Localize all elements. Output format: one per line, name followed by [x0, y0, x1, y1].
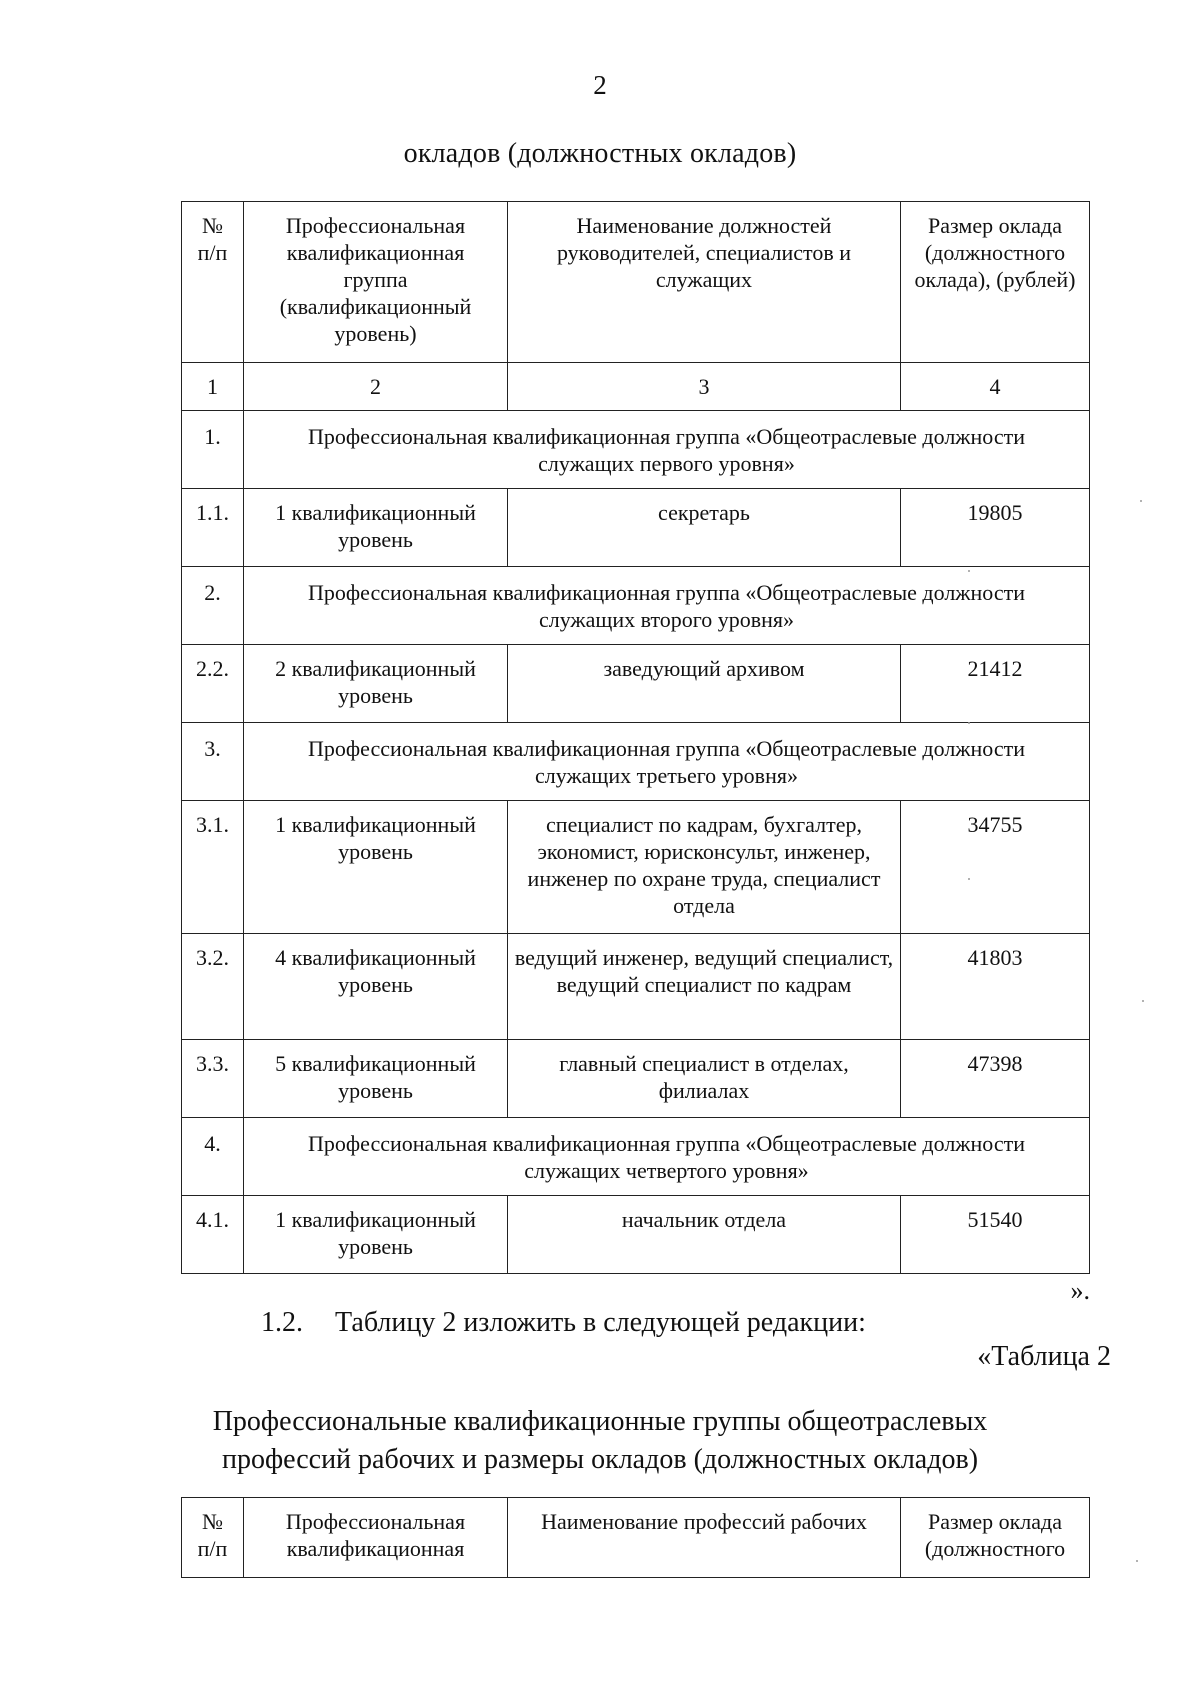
row-number-cell: 1. [182, 411, 244, 489]
salary-cell: 21412 [901, 645, 1090, 723]
header-cell-salary: Размер оклада (должностного оклада), (рублей) [901, 202, 1090, 363]
header-cell-number: № п/п [182, 202, 244, 363]
scan-speck [1140, 500, 1142, 502]
column-number-cell: 2 [244, 363, 508, 411]
qualification-level-cell: 1 квалификационный уровень [244, 801, 508, 934]
row-number-cell: 3. [182, 723, 244, 801]
table1-level-row [182, 934, 1090, 1040]
table1-title-continuation: окладов (должностных окладов) [403, 138, 797, 169]
amendment-instruction [261, 1307, 866, 1339]
table2-title [0, 1403, 1200, 1479]
table1-group-row [182, 1118, 1090, 1196]
closing-quote: ». [1070, 1276, 1090, 1305]
table2-title-line: Профессиональные квалификационные группы общеотраслевых [212, 1406, 988, 1437]
table1-level-row [182, 1196, 1090, 1274]
salary-cell: 41803 [901, 934, 1090, 1040]
header-cell-group: Профессиональная квалификационная [244, 1498, 508, 1578]
table1-header-row [182, 202, 1090, 363]
instruction-text: Таблицу 2 изложить в следующей редакции: [335, 1307, 866, 1338]
header-cell-professions: Наименование профессий рабочих [508, 1498, 901, 1578]
table2-title-line: профессий рабочих и размеры окладов (должностных окладов) [221, 1444, 979, 1475]
scan-speck [1142, 1000, 1144, 1002]
row-number-cell: 1.1. [182, 489, 244, 567]
table1-level-row [182, 489, 1090, 567]
group-title-cell: Профессиональная квалификационная группа «Общеотраслевые должности служащих первого уровня» [244, 411, 1090, 489]
row-number-cell: 2.2. [182, 645, 244, 723]
table1-level-row [182, 645, 1090, 723]
salary-cell: 51540 [901, 1196, 1090, 1274]
column-number-cell: 3 [508, 363, 901, 411]
column-number-cell: 4 [901, 363, 1090, 411]
instruction-number: 1.2. [261, 1307, 303, 1338]
qualification-level-cell: 5 квалификационный уровень [244, 1040, 508, 1118]
qualification-level-cell: 2 квалификационный уровень [244, 645, 508, 723]
salary-cell: 47398 [901, 1040, 1090, 1118]
page-number: 2 [593, 70, 607, 100]
table1-group-row [182, 411, 1090, 489]
table1-salaries-employees [181, 201, 1090, 1274]
positions-cell: секретарь [508, 489, 901, 567]
positions-cell: главный специалист в отделах, филиалах [508, 1040, 901, 1118]
row-number-cell: 3.2. [182, 934, 244, 1040]
header-cell-number: № п/п [182, 1498, 244, 1578]
table1-group-row [182, 567, 1090, 645]
table1-level-row [182, 1040, 1090, 1118]
table1-column-numbers-row [182, 363, 1090, 411]
row-number-cell: 3.3. [182, 1040, 244, 1118]
table2-label: «Таблица 2 [977, 1341, 1111, 1372]
salary-cell: 34755 [901, 801, 1090, 934]
row-number-cell: 2. [182, 567, 244, 645]
column-number-cell: 1 [182, 363, 244, 411]
scan-speck [968, 570, 970, 572]
table2-salaries-workers [181, 1497, 1090, 1578]
scan-speck [968, 722, 970, 724]
positions-cell: заведующий архивом [508, 645, 901, 723]
group-title-cell: Профессиональная квалификационная группа «Общеотраслевые должности служащих четвертого уровня» [244, 1118, 1090, 1196]
row-number-cell: 3.1. [182, 801, 244, 934]
row-number-cell: 4. [182, 1118, 244, 1196]
group-title-cell: Профессиональная квалификационная группа «Общеотраслевые должности служащих третьего уровня» [244, 723, 1090, 801]
positions-cell: ведущий инженер, ведущий специалист, ведущий специалист по кадрам [508, 934, 901, 1040]
table1-level-row [182, 801, 1090, 934]
qualification-level-cell: 1 квалификационный уровень [244, 1196, 508, 1274]
salary-cell: 19805 [901, 489, 1090, 567]
header-cell-positions: Наименование должностей руководителей, специалистов и служащих [508, 202, 901, 363]
positions-cell: начальник отдела [508, 1196, 901, 1274]
header-cell-salary: Размер оклада (должностного [901, 1498, 1090, 1578]
row-number-cell: 4.1. [182, 1196, 244, 1274]
scan-speck [1136, 1560, 1138, 1562]
positions-cell: специалист по кадрам, бухгалтер, экономист, юрисконсульт, инженер, инженер по охране труда, специалист отдела [508, 801, 901, 934]
group-title-cell: Профессиональная квалификационная группа «Общеотраслевые должности служащих второго уровня» [244, 567, 1090, 645]
scan-speck [968, 878, 970, 880]
header-cell-group: Профессиональная квалификационная группа (квалификационный уровень) [244, 202, 508, 363]
qualification-level-cell: 1 квалификационный уровень [244, 489, 508, 567]
table2-header-row [182, 1498, 1090, 1578]
qualification-level-cell: 4 квалификационный уровень [244, 934, 508, 1040]
table1-group-row [182, 723, 1090, 801]
